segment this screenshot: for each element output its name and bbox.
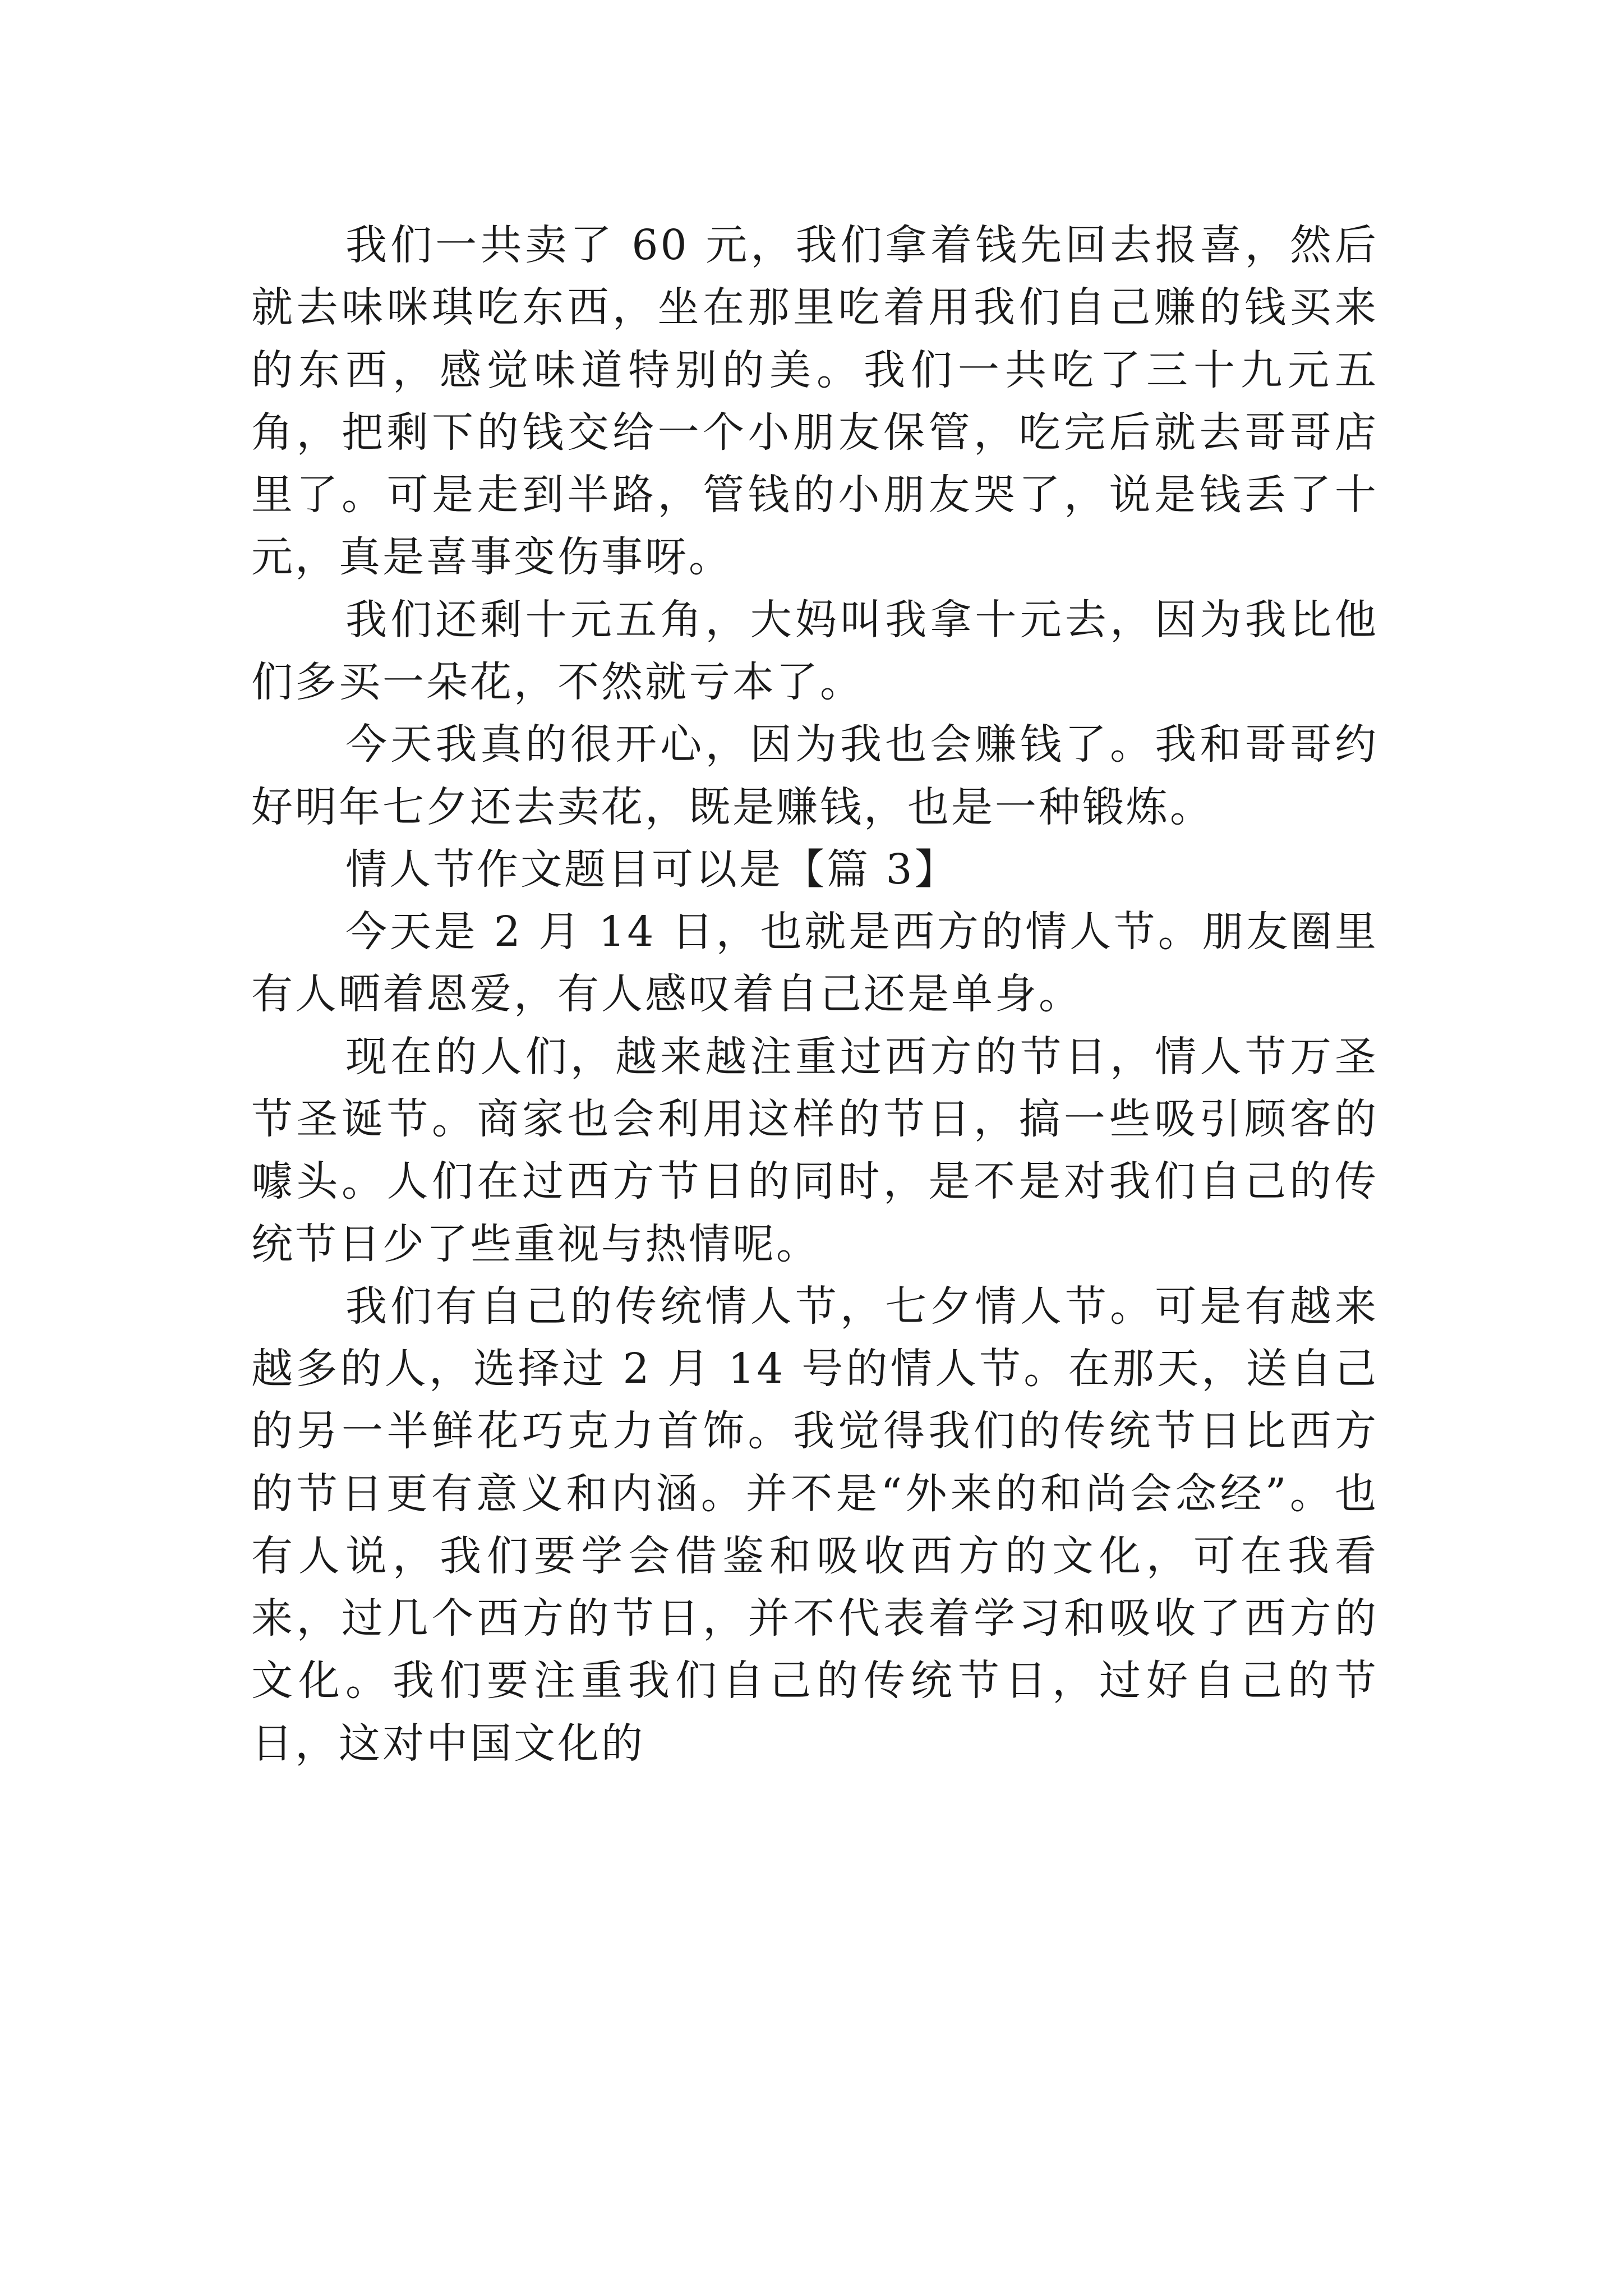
paragraph-3: 今天我真的很开心，因为我也会赚钱了。我和哥哥约好明年七夕还去卖花，既是赚钱，也是一种锻炼。 [251,720,1378,831]
paragraph-2: 我们还剩十元五角，大妈叫我拿十元去，因为我比他们多买一朵花，不然就亏本了。 [251,595,1378,706]
paragraph-6: 我们有自己的传统情人节，七夕情人节。可是有越来越多的人，选择过 2 月 14 号的情人节。在那天，送自己的另一半鲜花巧克力首饰。我觉得我们的传统节日比西方的节日更有意义和内涵。并不是“外来的和尚会念经”。也有人说，我们要学会借鉴和吸收西方的文化，可在我看来，过几个西方的节日，并不代表着学习和吸收了西方的文化。我们要注重我们自己的传统节日，过好自己的节日，这对中国文化的 [251,1282,1378,1768]
document-body [251,214,1378,1775]
section-heading: 情人节作文题目可以是【篇 3】 [345,845,958,894]
paragraph-5: 现在的人们，越来越注重过西方的节日，情人节万圣节圣诞节。商家也会利用这样的节日，搞一些吸引顾客的噱头。人们在过西方节日的同时，是不是对我们自己的传统节日少了些重视与热情呢。 [251,1032,1378,1268]
paragraph-1: 我们一共卖了 60 元，我们拿着钱先回去报喜，然后就去味咪琪吃东西，坐在那里吃着用我们自己赚的钱买来的东西，感觉味道特别的美。我们一共吃了三十九元五角，把剩下的钱交给一个小朋友保管，吃完后就去哥哥店里了。可是走到半路，管钱的小朋友哭了，说是钱丢了十元，真是喜事变伤事呀。 [251,221,1378,582]
paragraph-4: 今天是 2 月 14 日，也就是西方的情人节。朋友圈里有人晒着恩爱，有人感叹着自己还是单身。 [251,908,1378,1019]
